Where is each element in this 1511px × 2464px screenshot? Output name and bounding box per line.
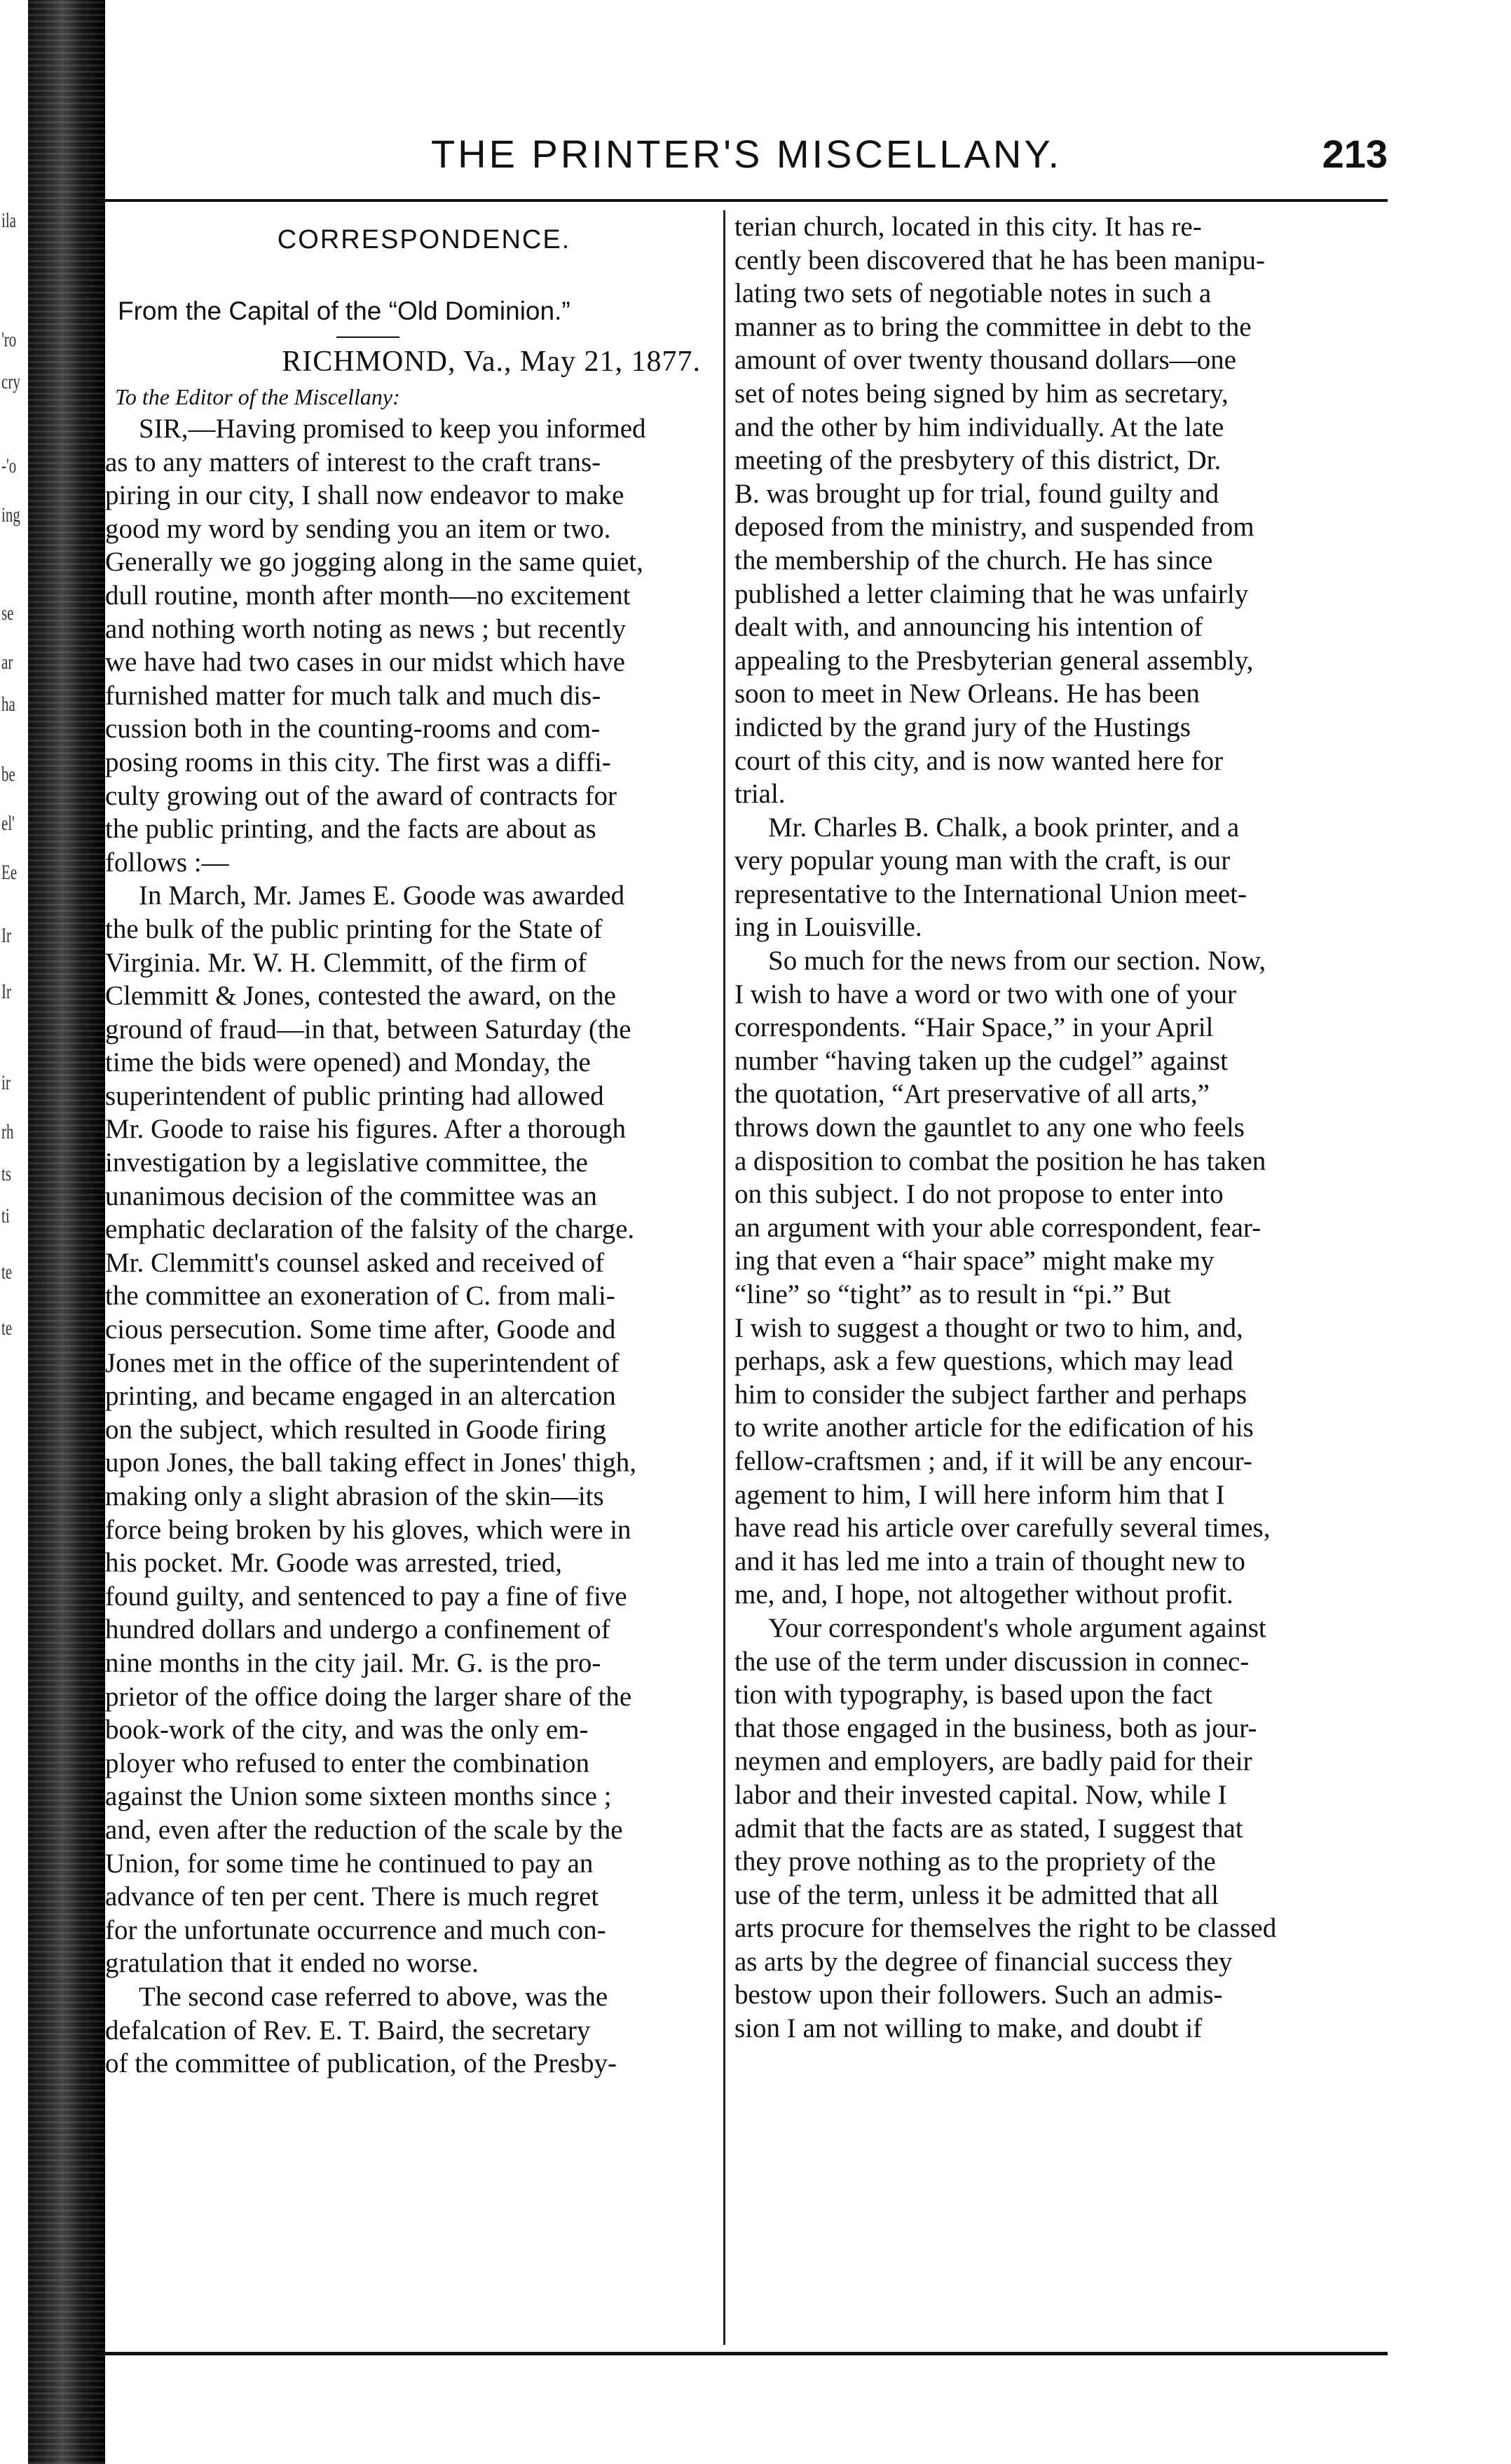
text-line: B. was brought up for trial, found guilty and bbox=[734, 478, 1219, 509]
text-line: of the committee of publication, of the Presby- bbox=[105, 2048, 617, 2079]
margin-bleed-text: ti bbox=[1, 1204, 10, 1227]
text-line: set of notes being signed by him as secretary, bbox=[734, 378, 1229, 409]
text-line: ing that even a “hair space” might make my bbox=[734, 1246, 1215, 1277]
text-line: Your correspondent's whole argument against bbox=[768, 1612, 1266, 1643]
text-line: In March, Mr. James E. Goode was awarded bbox=[139, 880, 625, 911]
margin-bleed-text: Ir bbox=[1, 980, 11, 1003]
text-line: the quotation, “Art preservative of all arts,” bbox=[734, 1079, 1210, 1110]
text-line: cious persecution. Some time after, Goode and bbox=[105, 1314, 616, 1345]
text-line: the use of the term under discussion in connec- bbox=[734, 1646, 1250, 1677]
article-subheading: From the Capital of the “Old Dominion.” bbox=[118, 297, 570, 325]
page-header bbox=[105, 126, 1388, 182]
text-line: meeting of the presbytery of this district, Dr. bbox=[734, 445, 1222, 476]
section-heading: CORRESPONDENCE. bbox=[277, 225, 571, 254]
text-line: very popular young man with the craft, is our bbox=[734, 845, 1231, 876]
text-line: investigation by a legislative committee, the bbox=[105, 1148, 588, 1178]
margin-bleed-text: te bbox=[1, 1316, 13, 1340]
text-line: piring in our city, I shall now endeavor to make bbox=[105, 480, 624, 511]
text-line: culty growing out of the award of contracts for bbox=[105, 780, 617, 811]
text-line: terian church, located in this city. It has re- bbox=[734, 212, 1202, 242]
margin-bleed-text: ir bbox=[1, 1071, 11, 1094]
text-line: neymen and employers, are badly paid for their bbox=[734, 1746, 1252, 1777]
margin-bleed-text: Ee bbox=[1, 861, 18, 884]
text-line: court of this city, and is now wanted here for bbox=[734, 745, 1224, 776]
text-line: Jones met in the office of the superintendent of bbox=[105, 1347, 620, 1378]
text-line: defalcation of Rev. E. T. Baird, the secretary bbox=[105, 2015, 591, 2046]
text-line: So much for the news from our section. Now, bbox=[768, 946, 1266, 976]
text-line: The second case referred to above, was the bbox=[139, 1981, 608, 2012]
right-column bbox=[734, 210, 1330, 2046]
text-line: Union, for some time he continued to pay an bbox=[105, 1848, 594, 1879]
text-line: a disposition to combat the position he has taken bbox=[734, 1145, 1266, 1176]
text-line: and the other by him individually. At the late bbox=[734, 411, 1224, 442]
header-rule bbox=[98, 199, 1388, 202]
text-line: advance of ten per cent. There is much regret bbox=[105, 1881, 599, 1912]
text-line: use of the term, unless it be admitted that all bbox=[734, 1879, 1219, 1910]
text-line: follows :— bbox=[105, 847, 229, 878]
text-line: time the bids were opened) and Monday, the bbox=[105, 1047, 591, 1078]
text-line: indicted by the grand jury of the Hustings bbox=[734, 712, 1191, 742]
text-line: Virginia. Mr. W. H. Clemmitt, of the firm of bbox=[105, 947, 587, 978]
text-line: number “having taken up the cudgel” against bbox=[734, 1045, 1228, 1076]
text-line: I wish to have a word or two with one of your bbox=[734, 979, 1236, 1009]
margin-bleed-text: rh bbox=[1, 1120, 14, 1143]
dateline: RICHMOND, Va., May 21, 1877. bbox=[282, 346, 701, 378]
text-line: force being broken by his gloves, which were in bbox=[105, 1514, 631, 1545]
text-line: unanimous decision of the committee was an bbox=[105, 1180, 597, 1211]
text-line: me, and, I hope, not altogether without profit. bbox=[734, 1579, 1233, 1610]
text-line: furnished matter for much talk and much dis- bbox=[105, 680, 601, 711]
text-line: I wish to suggest a thought or two to him, and, bbox=[734, 1312, 1243, 1343]
text-line: lating two sets of negotiable notes in such a bbox=[734, 278, 1212, 309]
short-rule bbox=[336, 336, 399, 338]
text-line: prietor of the office doing the larger share of the bbox=[105, 1681, 632, 1712]
text-line: soon to meet in New Orleans. He has been bbox=[734, 679, 1200, 709]
text-line: his pocket. Mr. Goode was arrested, tried, bbox=[105, 1548, 562, 1579]
text-line: amount of over twenty thousand dollars—one bbox=[734, 345, 1236, 376]
text-line: published a letter claiming that he was unfairly bbox=[734, 578, 1249, 609]
text-line: cussion both in the counting-rooms and com- bbox=[105, 714, 601, 744]
text-line: and nothing worth noting as news ; but recently bbox=[105, 613, 627, 644]
text-line: superintendent of public printing had allowed bbox=[105, 1080, 604, 1111]
text-line: hundred dollars and undergo a confinement of bbox=[105, 1614, 610, 1645]
text-line: him to consider the subject farther and perhaps bbox=[734, 1379, 1247, 1410]
salutation: To the Editor of the Miscellany: bbox=[115, 384, 400, 409]
text-line: perhaps, ask a few questions, which may lead bbox=[734, 1346, 1233, 1377]
text-line: on the subject, which resulted in Goode firing bbox=[105, 1414, 606, 1445]
text-line: Mr. Goode to raise his figures. After a thorough bbox=[105, 1114, 627, 1145]
margin-bleed-text: ar bbox=[1, 651, 13, 674]
text-line: and it has led me into a train of thought new to bbox=[734, 1546, 1245, 1577]
text-line: Mr. Clemmitt's counsel asked and received of bbox=[105, 1247, 605, 1278]
binding-gutter bbox=[28, 0, 105, 2464]
text-line: to write another article for the edification of his bbox=[734, 1413, 1254, 1443]
text-line: the committee an exoneration of C. from mali- bbox=[105, 1281, 615, 1312]
text-line: book-work of the city, and was the only em- bbox=[105, 1715, 589, 1745]
margin-bleed-text: se bbox=[1, 601, 14, 625]
text-line: arts procure for themselves the right to be classed bbox=[734, 1913, 1277, 1944]
text-line: admit that the facts are as stated, I suggest that bbox=[734, 1813, 1243, 1844]
text-line: labor and their invested capital. Now, while I bbox=[734, 1779, 1227, 1810]
text-line: cently been discovered that he has been manipu- bbox=[734, 245, 1265, 275]
text-line: dull routine, month after month—no excitement bbox=[105, 580, 631, 611]
column-divider bbox=[723, 210, 725, 2345]
margin-bleed-text: ts bbox=[1, 1162, 12, 1185]
text-line: Generally we go jogging along in the same quiet, bbox=[105, 547, 643, 578]
text-line: manner as to bring the committee in debt to the bbox=[734, 311, 1252, 342]
text-line: found guilty, and sentenced to pay a fine of five bbox=[105, 1581, 627, 1612]
text-line: “line” so “tight” as to result in “pi.” But bbox=[734, 1279, 1171, 1309]
margin-bleed-text: ha bbox=[1, 693, 15, 716]
margin-bleed-text: el' bbox=[1, 812, 15, 835]
text-line: correspondents. “Hair Space,” in your April bbox=[734, 1012, 1214, 1043]
text-line: dealt with, and announcing his intention of bbox=[734, 612, 1203, 643]
page-edge bbox=[0, 0, 28, 2464]
text-line: emphatic declaration of the falsity of the charge. bbox=[105, 1214, 635, 1245]
text-line: making only a slight abrasion of the skin—its bbox=[105, 1481, 604, 1511]
text-line: bestow upon their followers. Such an admis- bbox=[734, 1980, 1223, 2010]
footer-rule bbox=[98, 2352, 1388, 2355]
text-line: that those engaged in the business, both as jour- bbox=[734, 1713, 1257, 1743]
text-line: the bulk of the public printing for the State of bbox=[105, 913, 603, 944]
text-line: trial. bbox=[734, 779, 786, 810]
margin-bleed-text: cry bbox=[1, 370, 20, 393]
margin-bleed-text: te bbox=[1, 1260, 13, 1284]
margin-bleed-text: ila bbox=[1, 209, 16, 232]
text-line: gratulation that it ended no worse. bbox=[105, 1948, 479, 1979]
text-line: on this subject. I do not propose to enter into bbox=[734, 1179, 1224, 1210]
text-line: ground of fraud—in that, between Saturday (the bbox=[105, 1014, 631, 1044]
text-line: upon Jones, the ball taking effect in Jones' thigh, bbox=[105, 1448, 637, 1478]
margin-bleed-text: ing bbox=[1, 503, 20, 526]
text-line: appealing to the Presbyterian general assembly, bbox=[734, 645, 1254, 676]
text-line: Mr. Charles B. Chalk, a book printer, and a bbox=[768, 812, 1240, 843]
text-line: ployer who refused to enter the combination bbox=[105, 1748, 589, 1778]
text-line: the public printing, and the facts are about as bbox=[105, 814, 596, 845]
text-line: posing rooms in this city. The first was a diffi- bbox=[105, 747, 611, 777]
text-line: agement to him, I will here inform him that I bbox=[734, 1479, 1225, 1510]
text-line: an argument with your able correspondent, fear- bbox=[734, 1212, 1262, 1243]
left-column-body bbox=[105, 412, 701, 2081]
text-line: sion I am not willing to make, and doubt if bbox=[734, 2013, 1203, 2044]
text-line: tion with typography, is based upon the fact bbox=[734, 1680, 1213, 1710]
running-title: THE PRINTER'S MISCELLANY. bbox=[430, 132, 1062, 176]
text-line: as arts by the degree of financial success they bbox=[734, 1946, 1233, 1977]
text-line: fellow-craftsmen ; and, if it will be any encour- bbox=[734, 1445, 1252, 1476]
text-line: for the unfortunate occurrence and much con- bbox=[105, 1914, 606, 1945]
page-number: 213 bbox=[1322, 132, 1388, 176]
text-line: have read his article over carefully several times, bbox=[734, 1513, 1271, 1544]
text-line: SIR,—Having promised to keep you informed bbox=[139, 414, 646, 444]
margin-bleed-text: 'ro bbox=[1, 328, 17, 351]
text-line: Clemmitt & Jones, contested the award, on the bbox=[105, 981, 616, 1012]
margin-bleed-text: Ir bbox=[1, 924, 11, 947]
left-column bbox=[105, 210, 701, 2081]
text-line: good my word by sending you an item or two. bbox=[105, 513, 611, 544]
text-line: as to any matters of interest to the craft trans- bbox=[105, 447, 601, 477]
text-line: they prove nothing as to the propriety of the bbox=[734, 1846, 1216, 1877]
text-line: and, even after the reduction of the scale by the bbox=[105, 1814, 623, 1845]
text-line: throws down the gauntlet to any one who feels bbox=[734, 1112, 1245, 1143]
text-line: deposed from the ministry, and suspended from bbox=[734, 512, 1254, 543]
margin-bleed-text: be bbox=[1, 763, 15, 786]
text-line: ing in Louisville. bbox=[734, 912, 922, 943]
text-line: we have had two cases in our midst which have bbox=[105, 647, 625, 678]
text-line: the membership of the church. He has since bbox=[734, 545, 1213, 576]
text-line: representative to the International Union meet- bbox=[734, 878, 1247, 909]
text-line: against the Union some sixteen months since ; bbox=[105, 1781, 612, 1812]
right-column-body bbox=[734, 210, 1330, 2046]
margin-bleed-text: -'o bbox=[1, 454, 17, 477]
text-line: nine months in the city jail. Mr. G. is the pro- bbox=[105, 1647, 601, 1678]
text-line: printing, and became engaged in an altercation bbox=[105, 1381, 616, 1412]
